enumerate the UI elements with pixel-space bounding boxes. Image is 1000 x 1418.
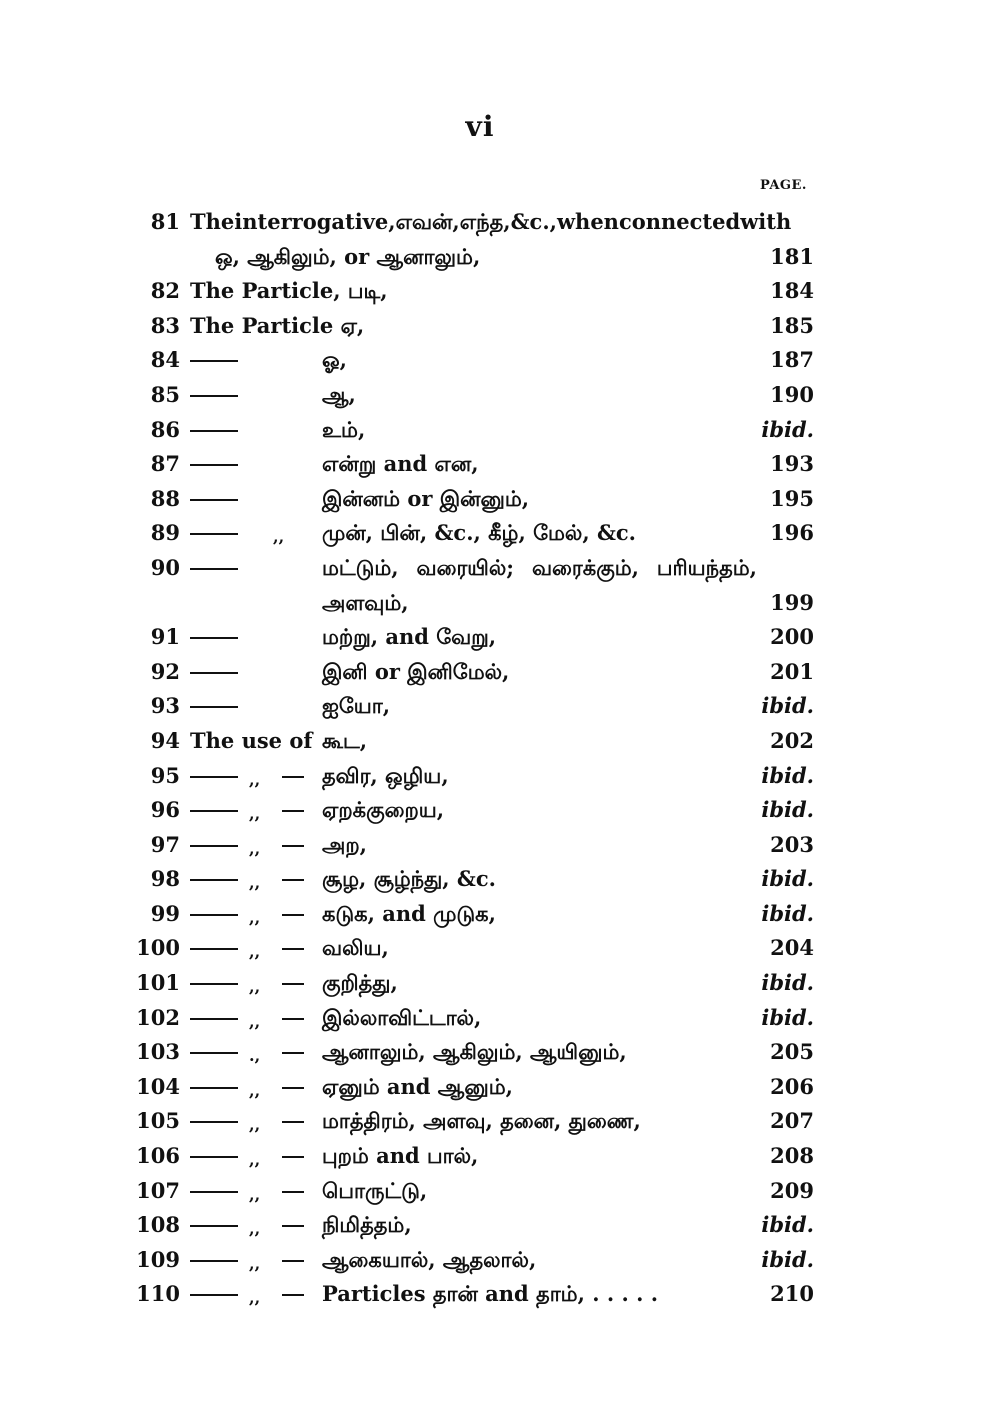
entry-number: 87 (150, 451, 180, 477)
contents-row (0, 205, 1000, 240)
entry-text: இன்னம் or இன்னும், (322, 485, 530, 511)
entry-number: 103 (136, 1039, 180, 1065)
entry-text: முன், பின், &c., கீழ், மேல், &c. (322, 520, 636, 546)
entry-title-word: connected (618, 209, 741, 234)
entry-page-number: 202 (770, 727, 814, 753)
page-folio: vi (465, 110, 495, 143)
contents-row (0, 309, 1000, 344)
ditto-short-dash (282, 1191, 304, 1193)
entry-text (322, 551, 757, 586)
entry-text: மாத்திரம், அளவு, தனை, துணை, (322, 1108, 641, 1134)
entry-number: 100 (136, 935, 180, 961)
contents-row (0, 724, 1000, 759)
contents-row (0, 378, 1000, 413)
ditto-short-dash (282, 845, 304, 847)
ditto-mark: ,, (249, 1150, 261, 1170)
entry-number: 92 (150, 658, 180, 684)
entry-number: 91 (150, 624, 180, 650)
ditto-mark: ,, (249, 873, 261, 893)
entry-page-number: ibid. (761, 1004, 814, 1030)
entry-text: பொருட்டு, (322, 1177, 428, 1203)
entry-number: 88 (150, 485, 180, 511)
entry-text: மற்று, and வேறு, (322, 624, 497, 650)
entry-text: வலிய, (322, 935, 389, 961)
entry-text: கடுக, and முடுக, (322, 900, 496, 926)
entry-lead-text: The Particle ஏ, (190, 312, 365, 338)
ditto-dash (190, 879, 238, 881)
entry-title-word: எந்த, (459, 209, 511, 234)
entry-page-number: 185 (770, 312, 814, 338)
entry-number: 84 (150, 347, 180, 373)
ditto-mark: ,, (249, 942, 261, 962)
contents-row (0, 240, 1000, 275)
entry-text: Particles தான் and தாம், . . . . . (322, 1281, 658, 1307)
entry-text: ஐயோ, (322, 693, 391, 719)
entry-number: 83 (150, 312, 180, 338)
contents-row (0, 1070, 1000, 1105)
entry-number: 97 (150, 831, 180, 857)
ditto-short-dash (282, 1156, 304, 1158)
entry-page-number: ibid. (761, 762, 814, 788)
ditto-dash (190, 706, 238, 708)
ditto-dash (190, 914, 238, 916)
ditto-dash (190, 360, 238, 362)
entry-title-word: interrogative, (234, 209, 396, 234)
entry-page-number: 181 (770, 243, 814, 269)
contents-row (0, 1243, 1000, 1278)
entry-text-word: பரியந்தம், (656, 554, 757, 580)
entry-text: தவிர, ஒழிய, (322, 762, 449, 788)
entry-page-number: ibid. (761, 1212, 814, 1238)
page-column-heading: PAGE. (760, 178, 807, 193)
ditto-dash (190, 1121, 238, 1123)
entry-number: 107 (136, 1177, 180, 1203)
ditto-mark: ,, (249, 769, 261, 789)
entry-text-word: மட்டும், (322, 554, 399, 580)
contents-row (0, 516, 1000, 551)
entry-number: 96 (150, 797, 180, 823)
contents-row (0, 897, 1000, 932)
contents-row (0, 759, 1000, 794)
ditto-short-dash (282, 1018, 304, 1020)
ditto-dash (190, 637, 238, 639)
ditto-short-dash (282, 1225, 304, 1227)
ditto-dash (190, 1191, 238, 1193)
entry-text: ஒ, ஆகிலும், or ஆனாலும், (215, 243, 481, 269)
entry-text: நிமித்தம், (322, 1212, 412, 1238)
entry-title-word: The (190, 209, 235, 234)
entry-number: 101 (136, 970, 180, 996)
contents-row (0, 1104, 1000, 1139)
entry-page-number: 199 (770, 589, 814, 615)
entry-number: 90 (150, 554, 180, 580)
ditto-dash (190, 1018, 238, 1020)
entry-page-number: 201 (770, 658, 814, 684)
ditto-dash (190, 672, 238, 674)
entry-page-number: 196 (770, 520, 814, 546)
entry-text: ஆ, (322, 381, 356, 407)
contents-row (0, 793, 1000, 828)
ditto-short-dash (282, 1052, 304, 1054)
entry-number: 95 (150, 762, 180, 788)
entry-lead-text: The Particle, படி, (190, 278, 388, 304)
ditto-dash (190, 464, 238, 466)
entry-page-number: ibid. (761, 416, 814, 442)
ditto-dash (190, 1087, 238, 1089)
entry-page-number: ibid. (761, 900, 814, 926)
entry-page-number: 204 (770, 935, 814, 961)
entry-page-number: 200 (770, 624, 814, 650)
entry-title-word: with (740, 209, 792, 234)
contents-row (0, 447, 1000, 482)
ditto-dash (190, 1260, 238, 1262)
entry-page-number: 208 (770, 1143, 814, 1169)
contents-row (0, 1035, 1000, 1070)
entry-title (190, 205, 792, 240)
entry-number: 94 (150, 727, 180, 753)
contents-row (0, 862, 1000, 897)
contents-row (0, 551, 1000, 586)
entry-text: கூட, (322, 727, 368, 753)
contents-row (0, 1208, 1000, 1243)
ditto-short-dash (282, 1294, 304, 1296)
entry-number: 99 (150, 900, 180, 926)
ditto-dash (190, 948, 238, 950)
contents-row (0, 1174, 1000, 1209)
entry-page-number: ibid. (761, 797, 814, 823)
contents-row (0, 1139, 1000, 1174)
entry-number: 93 (150, 693, 180, 719)
contents-list (0, 205, 1000, 1312)
ditto-mark: ,, (249, 907, 261, 927)
ditto-dash (190, 845, 238, 847)
entry-page-number: 193 (770, 451, 814, 477)
contents-row (0, 482, 1000, 517)
ditto-mark: ., (249, 1046, 261, 1066)
ditto-mark: ,, (249, 977, 261, 997)
ditto-dash (190, 1294, 238, 1296)
entry-text: புறம் and பால், (322, 1143, 479, 1169)
ditto-dash (190, 1052, 238, 1054)
entry-text-word: வரைக்கும், (531, 554, 639, 580)
entry-page-number: 210 (770, 1281, 814, 1307)
entry-page-number: 187 (770, 347, 814, 373)
ditto-dash (190, 810, 238, 812)
entry-page-number: ibid. (761, 970, 814, 996)
contents-row (0, 343, 1000, 378)
ditto-dash (190, 499, 238, 501)
contents-row (0, 413, 1000, 448)
entry-lead-text: The use of (190, 727, 313, 753)
entry-number: 108 (136, 1212, 180, 1238)
ditto-mark: ,, (249, 804, 261, 824)
entry-text: ஆனாலும், ஆகிலும், ஆயினும், (322, 1039, 627, 1065)
entry-page-number: ibid. (761, 1246, 814, 1272)
entry-text: ஏறக்குறைய, (322, 797, 445, 823)
entry-number: 86 (150, 416, 180, 442)
entry-title-word: எவன், (395, 209, 460, 234)
entry-page-number: 195 (770, 485, 814, 511)
contents-row (0, 1001, 1000, 1036)
entry-text-word: வரையில்; (416, 554, 515, 580)
entry-text: இல்லாவிட்டால், (322, 1004, 482, 1030)
entry-number: 104 (136, 1073, 180, 1099)
ditto-dash (190, 395, 238, 397)
ditto-short-dash (282, 914, 304, 916)
ditto-dash (190, 1156, 238, 1158)
ditto-short-dash (282, 983, 304, 985)
entry-page-number: 203 (770, 831, 814, 857)
ditto-dash (190, 776, 238, 778)
entry-page-number: 209 (770, 1177, 814, 1203)
entry-text: குறித்து, (322, 970, 398, 996)
entry-text: ஓ, (322, 347, 347, 373)
ditto-mark: ,, (249, 1288, 261, 1308)
entry-number: 105 (136, 1108, 180, 1134)
ditto-mark: ,, (249, 1219, 261, 1239)
contents-row (0, 274, 1000, 309)
entry-title-word: &c., (510, 209, 557, 234)
contents-row (0, 689, 1000, 724)
entry-text: ஏனும் and ஆனும், (322, 1073, 513, 1099)
ditto-dash (190, 1225, 238, 1227)
contents-row (0, 1277, 1000, 1312)
entry-page-number: 184 (770, 278, 814, 304)
ditto-mark: ,, (249, 1253, 261, 1273)
entry-text: அற, (322, 831, 367, 857)
entry-number: 98 (150, 866, 180, 892)
ditto-short-dash (282, 1121, 304, 1123)
entry-number: 110 (136, 1281, 180, 1307)
ditto-dash (190, 533, 238, 535)
entry-number: 82 (150, 278, 180, 304)
ditto-short-dash (282, 810, 304, 812)
entry-page-number: 205 (770, 1039, 814, 1065)
ditto-dash (190, 430, 238, 432)
entry-number: 106 (136, 1143, 180, 1169)
entry-text: உம், (322, 416, 366, 442)
ditto-dash (190, 983, 238, 985)
entry-page-number: 206 (770, 1073, 814, 1099)
entry-number: 85 (150, 381, 180, 407)
ditto-mark: ,, (249, 1115, 261, 1135)
contents-row (0, 620, 1000, 655)
ditto-mark: ,, (249, 1080, 261, 1100)
entry-page-number: ibid. (761, 693, 814, 719)
entry-text: ஆகையால், ஆதலால், (322, 1246, 537, 1272)
entry-number: 81 (150, 209, 180, 234)
entry-title-word: when (556, 209, 619, 234)
ditto-short-dash (282, 1260, 304, 1262)
ditto-short-dash (282, 879, 304, 881)
entry-page-number: 190 (770, 381, 814, 407)
ditto-mark: ,, (249, 838, 261, 858)
entry-number: 102 (136, 1004, 180, 1030)
entry-number: 89 (150, 520, 180, 546)
ditto-short-dash (282, 1087, 304, 1089)
entry-text: இனி or இனிமேல், (322, 658, 510, 684)
ditto-mark: ,, (249, 1184, 261, 1204)
contents-row (0, 931, 1000, 966)
contents-row (0, 966, 1000, 1001)
ditto-mark: ,, (273, 527, 285, 547)
entry-text: அளவும், (322, 589, 409, 615)
ditto-short-dash (282, 948, 304, 950)
entry-number: 109 (136, 1246, 180, 1272)
entry-page-number: 207 (770, 1108, 814, 1134)
entry-text: என்று and என, (322, 451, 479, 477)
entry-page-number: ibid. (761, 866, 814, 892)
contents-row (0, 828, 1000, 863)
contents-row (0, 586, 1000, 621)
ditto-mark: ,, (249, 1011, 261, 1031)
contents-row (0, 655, 1000, 690)
ditto-dash (190, 568, 238, 570)
ditto-short-dash (282, 776, 304, 778)
entry-text: சூழ, சூழ்ந்து, &c. (322, 866, 496, 892)
